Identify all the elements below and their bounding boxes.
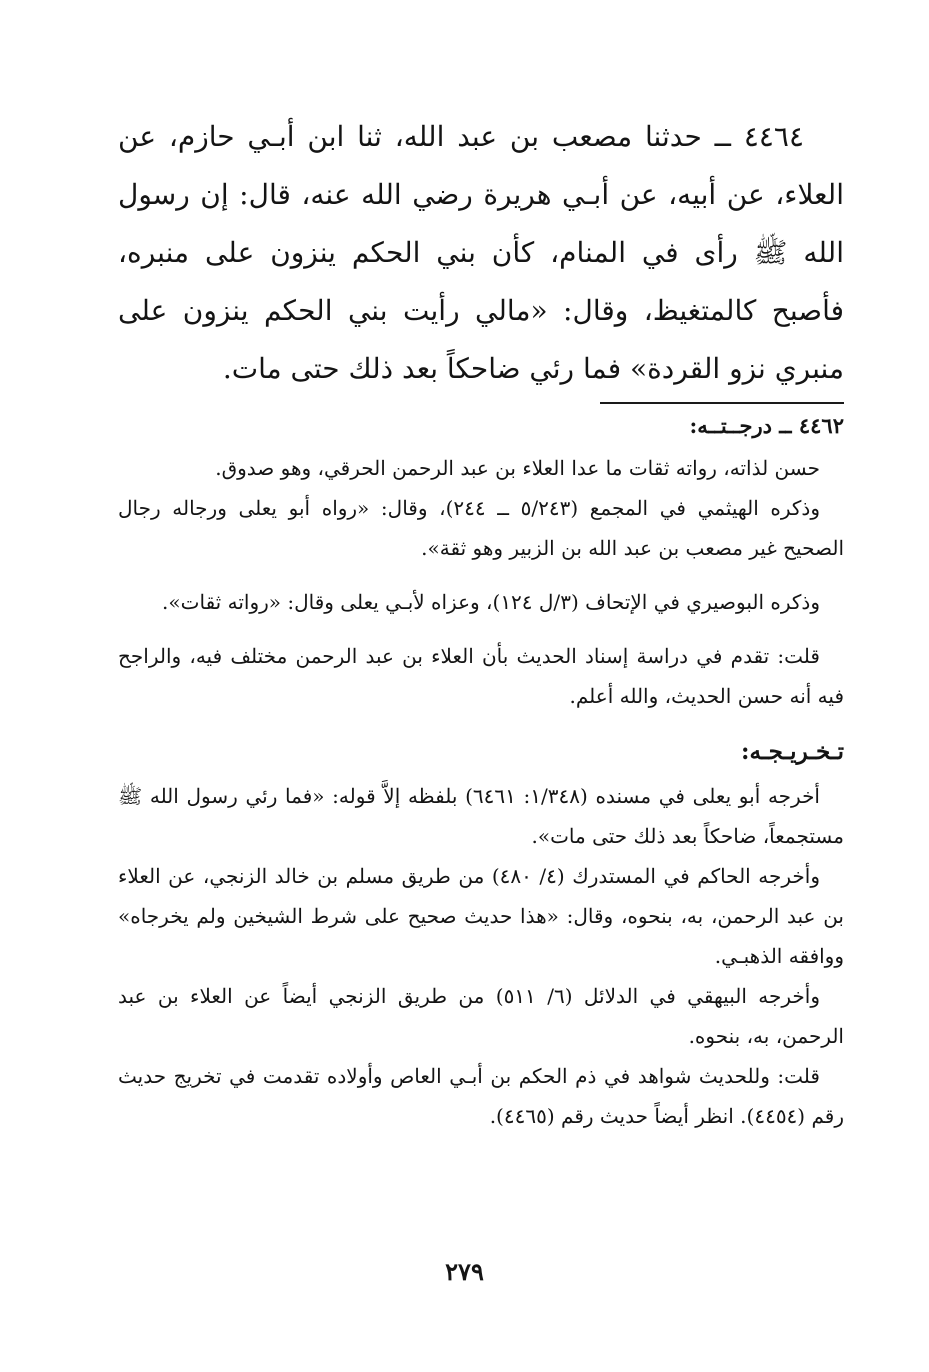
page-number: ٢٧٩ — [445, 1257, 484, 1286]
grade-paragraph-3: وذكره البوصيري في الإتحاف (٣/ل ١٢٤)، وعزاه لأبـي يعلى وقال: «رواته ثقات». — [162, 590, 820, 614]
grade-paragraph-2: وذكره الهيثمي في المجمع (٥/٢٤٣ ــ ٢٤٤)، وقال: «رواه أبو يعلى ورجاله رجال الصحيح غير مصعب بن عبد الله بن الزبير وهو ثقة». — [118, 496, 844, 560]
takhrij-paragraph-2: وأخرجه الحاكم في المستدرك (٤/ ٤٨٠) من طريق مسلم بن خالد الزنجي، عن العلاء بن عبد الرحمن، به، بنحوه، وقال: «هذا حديث صحيح على شرط الشيخين ولم يخرجاه» ووافقه الذهبـي. — [118, 864, 844, 968]
footnote-divider — [600, 402, 844, 404]
grade-paragraph-1: حسن لذاته، رواته ثقات ما عدا العلاء بن عبد الرحمن الحرقي، وهو صدوق. — [215, 456, 820, 480]
hadith-paragraph: ٤٤٦٤ ــ حدثنا مصعب بن عبد الله، ثنا ابن أبـي حازم، عن العلاء، عن أبيه، عن أبـي هريرة رضي الله عنه، قال: إن رسول الله ﷺ رأى في المنام، كأن بني الحكم ينزون على منبره، فأصبح كالمتغيظ، وقال: «مالي رأيت بني الحكم ينزون على منبري نزو القردة» فما رئي ضاحكاً بعد ذلك حتى مات. — [118, 120, 844, 385]
hadith-text-block — [118, 108, 844, 398]
takhrij-paragraph-1: أخرجه أبو يعلى في مسنده (١/٣٤٨: ٦٤٦١) بلفظه إلاَّ قوله: «فما رئي رسول الله ﷺ مستجمعاً، ضاحكاً بعد ذلك حتى مات». — [118, 784, 844, 848]
footnotes-block — [118, 406, 844, 1136]
grade-paragraph-4: قلت: تقدم في دراسة إسناد الحديث بأن العلاء بن عبد الرحمن مختلف فيه، والراجح فيه أنه حسن الحديث، والله أعلم. — [118, 644, 844, 708]
takhrij-paragraph-4: قلت: وللحديث شواهد في ذم الحكم بن أبـي العاص وأولاده تقدمت في تخريج حديث رقم (٤٤٥٤). انظر أيضاً حديث رقم (٤٤٦٥). — [118, 1064, 844, 1128]
takhrij-heading: تـخـريـجـه: — [741, 738, 844, 765]
takhrij-paragraph-3: وأخرجه البيهقي في الدلائل (٦/ ٥١١) من طريق الزنجي أيضاً عن العلاء بن عبد الرحمن، به، بنحوه. — [118, 984, 844, 1048]
grade-heading: ٤٤٦٢ ــ درجــتــه: — [689, 413, 844, 438]
